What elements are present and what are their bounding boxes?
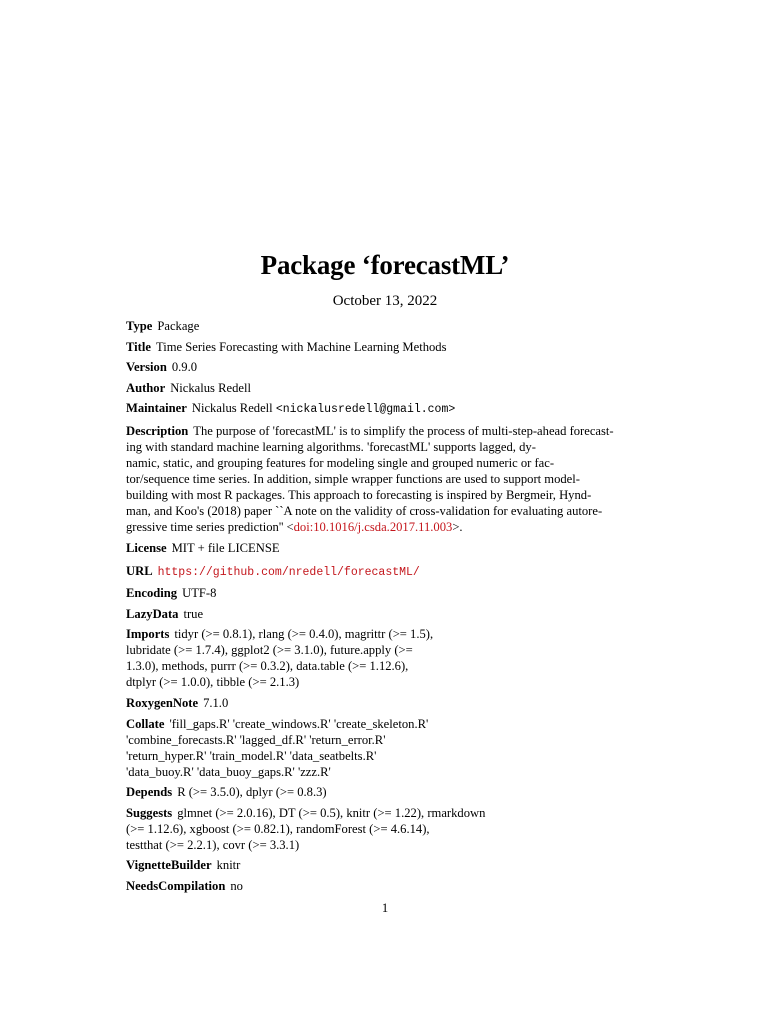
field-collate [126,716,646,780]
field-value: 0.9.0 [171,360,198,375]
field-maintainer [126,400,646,418]
field-license [126,540,646,556]
field-suggests [126,805,646,853]
suggests-line: glmnet (>= 2.0.16), DT (>= 0.5), knitr (>= 1.22), rmarkdown [177,805,486,820]
description-last-line-prefix: gressive time series prediction'' < [126,519,294,534]
field-key: NeedsCompilation [126,878,226,893]
field-value: UTF-8 [182,586,217,601]
field-key: Author [126,380,166,395]
field-key: Imports [126,627,170,642]
imports-line: lubridate (>= 1.7.4), ggplot2 (>= 3.1.0), future.apply (>= [126,643,413,658]
description-last-line-suffix: >. [452,519,463,534]
suggests-line: testthat (>= 2.2.1), covr (>= 3.3.1) [126,837,300,852]
description-line: man, and Koo's (2018) paper ``A note on the validity of cross-validation for evaluating autore- [126,503,603,518]
field-key: LazyData [126,606,179,621]
imports-line: dtplyr (>= 1.0.0), tibble (>= 2.1.3) [126,675,300,690]
field-key: Type [126,319,153,333]
suggests-line: (>= 1.12.6), xgboost (>= 0.82.1), randomForest (>= 4.6.14), [126,821,430,836]
field-value: R (>= 3.5.0), dplyr (>= 0.8.3) [177,785,327,800]
description-line: ing with standard machine learning algorithms. 'forecastML' supports lagged, dy- [126,439,536,454]
document-date: October 13, 2022 [332,293,438,309]
field-key: Maintainer [126,401,187,416]
field-key: URL [126,563,153,578]
field-value: true [183,606,204,621]
field-key: RoxygenNote [126,695,199,710]
field-key: Title [126,339,151,354]
description-line: namic, static, and grouping features for modeling single and grouped numeric or fac- [126,455,555,470]
field-title [126,339,646,355]
collate-line: 'combine_forecasts.R' 'lagged_df.R' 'return_error.R' [126,732,386,747]
field-key: Description [126,423,189,438]
url-link[interactable]: https://github.com/nredell/forecastML/ [157,565,420,579]
maintainer-name: Nickalus Redell [191,401,273,416]
package-fields [126,318,646,899]
field-url [126,563,646,581]
field-value: knitr [216,858,241,873]
field-lazydata [126,606,646,622]
field-value: Nickalus Redell [170,380,251,395]
description-last-line [126,519,646,535]
page-number: 1 [381,901,389,915]
field-version [126,359,646,375]
field-key: Suggests [126,805,173,820]
field-value: Package [157,319,200,333]
field-key: Version [126,360,167,375]
field-value: Time Series Forecasting with Machine Learning Methods [155,339,447,354]
imports-line: 1.3.0), methods, purrr (>= 0.3.2), data.table (>= 1.12.6), [126,659,409,674]
field-description [126,423,646,535]
document-title: Package ‘forecastML’ [260,250,510,280]
field-encoding [126,585,646,601]
field-imports [126,626,646,690]
collate-line: 'data_buoy.R' 'data_buoy_gaps.R' 'zzz.R' [126,764,331,779]
maintainer-email: <nickalusredell@gmail.com> [275,403,456,417]
collate-line: 'return_hyper.R' 'train_model.R' 'data_seatbelts.R' [126,748,377,763]
field-type [126,318,646,334]
description-line: tor/sequence time series. In addition, simple wrapper functions are used to support model- [126,471,580,486]
field-value: no [230,878,243,893]
field-key: VignetteBuilder [126,858,212,873]
description-line: building with most R packages. This approach to forecasting is inspired by Bergmeir, Hynd- [126,487,592,502]
field-key: License [126,540,167,555]
field-value: 7.1.0 [203,695,229,710]
field-vignettebuilder [126,857,646,873]
doi-link[interactable]: doi:10.1016/j.csda.2017.11.003 [293,519,453,534]
imports-line: tidyr (>= 0.8.1), rlang (>= 0.4.0), magrittr (>= 1.5), [174,627,434,642]
description-line: The purpose of 'forecastML' is to simplify the process of multi-step-ahead forecast- [193,423,614,438]
field-value: MIT + file LICENSE [171,540,280,555]
field-key: Depends [126,785,173,800]
field-depends [126,784,646,800]
field-key: Encoding [126,586,178,601]
field-needscompilation [126,878,646,894]
field-key: Collate [126,716,165,731]
field-author [126,380,646,396]
field-roxygennote [126,695,646,711]
collate-line: 'fill_gaps.R' 'create_windows.R' 'create_skeleton.R' [169,716,429,731]
